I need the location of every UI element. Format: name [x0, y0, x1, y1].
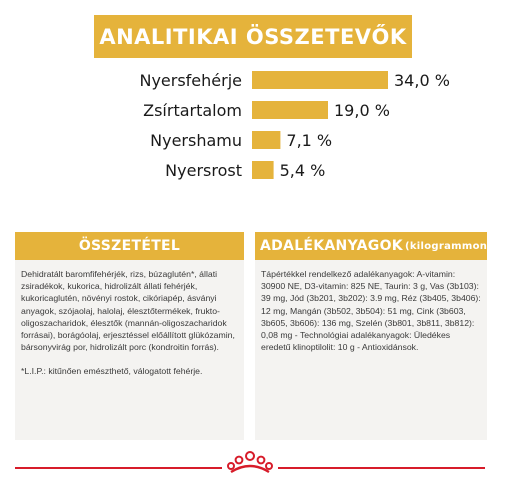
analytics-chart — [0, 64, 500, 194]
page-title: ANALITIKAI ÖSSZETEVŐK — [99, 24, 407, 49]
value-bar — [252, 131, 280, 149]
composition-body — [15, 260, 244, 440]
additives-text: Tápértékkel rendelkező adalékanyagok: A-vitamin: 30900 NE, D3-vitamin: 825 NE, Taurin: 3 g, Vas (3b103): 39 mg, Jód (3b201, 3b202): 3.9 mg, Réz (3b405, 3b406): 12 mg, Mangán (3b502, 3b504): 51 mg, Cink (3b603, 3b605, 3b606): 136 mg, Szelén (3b801, 3b811, 3b812): 0,08 mg - Technológiai adalékanyagok: Üledékes eredetű klinoptilolit: 10 g - Antioxidánsok. — [261, 269, 481, 353]
composition-section — [15, 232, 244, 440]
additives-body — [255, 260, 487, 440]
footer-line-right — [278, 467, 485, 469]
composition-title: ÖSSZETÉTEL — [78, 238, 181, 254]
composition-header — [15, 232, 244, 260]
row-label: Zsírtartalom — [143, 101, 242, 120]
additives-subtitle: (kilogrammonként) — [404, 240, 518, 252]
row-value: 5,4 % — [279, 161, 326, 180]
row-value: 7,1 % — [286, 131, 333, 150]
row-value: 19,0 % — [334, 101, 390, 120]
row-label: Nyersrost — [165, 161, 242, 180]
analytics-bars — [0, 64, 500, 194]
row-label: Nyershamu — [150, 131, 242, 150]
value-bar — [252, 161, 274, 179]
footer-line-left — [15, 467, 222, 469]
composition-note: *L.I.P.: kitűnően emészthető, válogatott fehérje. — [21, 366, 203, 377]
value-bar — [252, 71, 388, 89]
royal-canin-crown-logo-icon — [225, 448, 275, 476]
row-label: Nyersfehérje — [139, 71, 242, 90]
additives-header — [255, 232, 518, 260]
value-bar — [252, 101, 328, 119]
additives-title: ADALÉKANYAGOK — [260, 238, 403, 254]
composition-text: Dehidratált baromfifehérjék, rizs, búzaglutén*, állati zsiradékok, kukorica, hidrolizált állati fehérjék, kukoricaglutén, növényi rostok, cikóriapép, ásványi anyagok, szójaolaj, halolaj, élesztőtermékek, frukto-oligoszacharidok, élesztők (mannán-oligoszacharidok forrásai), borágóolaj, erjesztéssel előállított glükózamin, bársonyvirág por, hidrolizált porc (kondroitin forrás). — [21, 269, 235, 353]
title-banner — [94, 15, 412, 58]
additives-section — [255, 232, 518, 440]
row-value: 34,0 % — [394, 71, 450, 90]
